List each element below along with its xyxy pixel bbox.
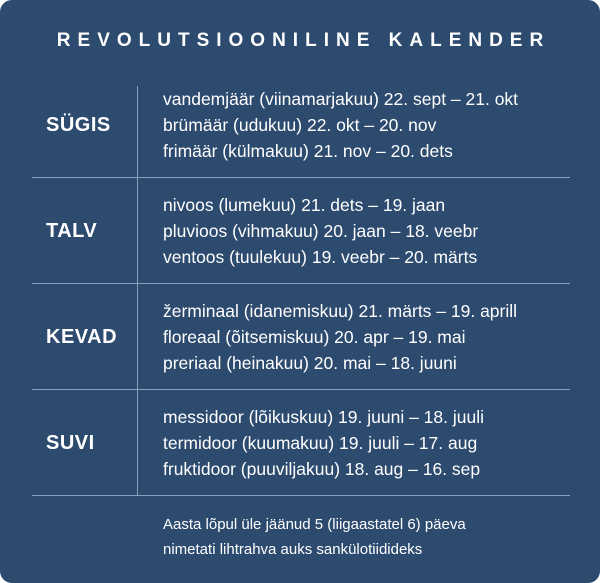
month-item: messidoor (lõikuskuu) 19. juuni – 18. juuli <box>163 407 484 427</box>
row-divider <box>32 495 570 496</box>
month-item: termidoor (kuumakuu) 19. juuli – 17. aug <box>163 433 478 453</box>
season-winter <box>32 178 568 284</box>
season-spring <box>32 284 568 390</box>
month-item: frimäär (külmakuu) 21. nov – 20. dets <box>163 141 453 161</box>
month-item: preriaal (heinakuu) 20. mai – 18. juuni <box>163 353 457 373</box>
season-name: SÜGIS <box>46 113 111 136</box>
month-item: ventoos (tuulekuu) 19. veebr – 20. märts <box>163 247 478 267</box>
month-item: vandemjäär (viinamarjakuu) 22. sept – 21. okt <box>163 89 519 109</box>
calendar-title: REVOLUTSIOONILINE KALENDER <box>56 30 551 51</box>
season-name: KEVAD <box>46 325 118 348</box>
month-list <box>163 72 518 178</box>
month-list <box>163 284 517 390</box>
month-list <box>163 390 484 496</box>
month-item: fruktidoor (puuviljakuu) 18. aug – 16. sep <box>163 459 481 479</box>
footnote <box>163 512 466 562</box>
month-list <box>163 178 478 284</box>
month-item: nivoos (lumekuu) 21. dets – 19. jaan <box>163 195 446 215</box>
month-item: pluvioos (vihmakuu) 20. jaan – 18. veebr <box>163 221 479 241</box>
footnote-line: Aasta lõpul üle jäänud 5 (liigaastatel 6) päeva <box>163 516 466 533</box>
season-name: TALV <box>46 219 98 242</box>
month-item: floreaal (õitsemiskuu) 20. apr – 19. mai <box>163 327 466 347</box>
month-item: brümäär (udukuu) 22. okt – 20. nov <box>163 115 437 135</box>
season-name: SUVI <box>46 431 95 454</box>
season-summer <box>32 390 568 496</box>
month-item: žerminaal (idanemiskuu) 21. märts – 19. aprill <box>163 301 518 321</box>
season-autumn <box>32 72 568 178</box>
footnote-line: nimetati lihtrahva auks sankülotiidideks <box>163 541 423 558</box>
